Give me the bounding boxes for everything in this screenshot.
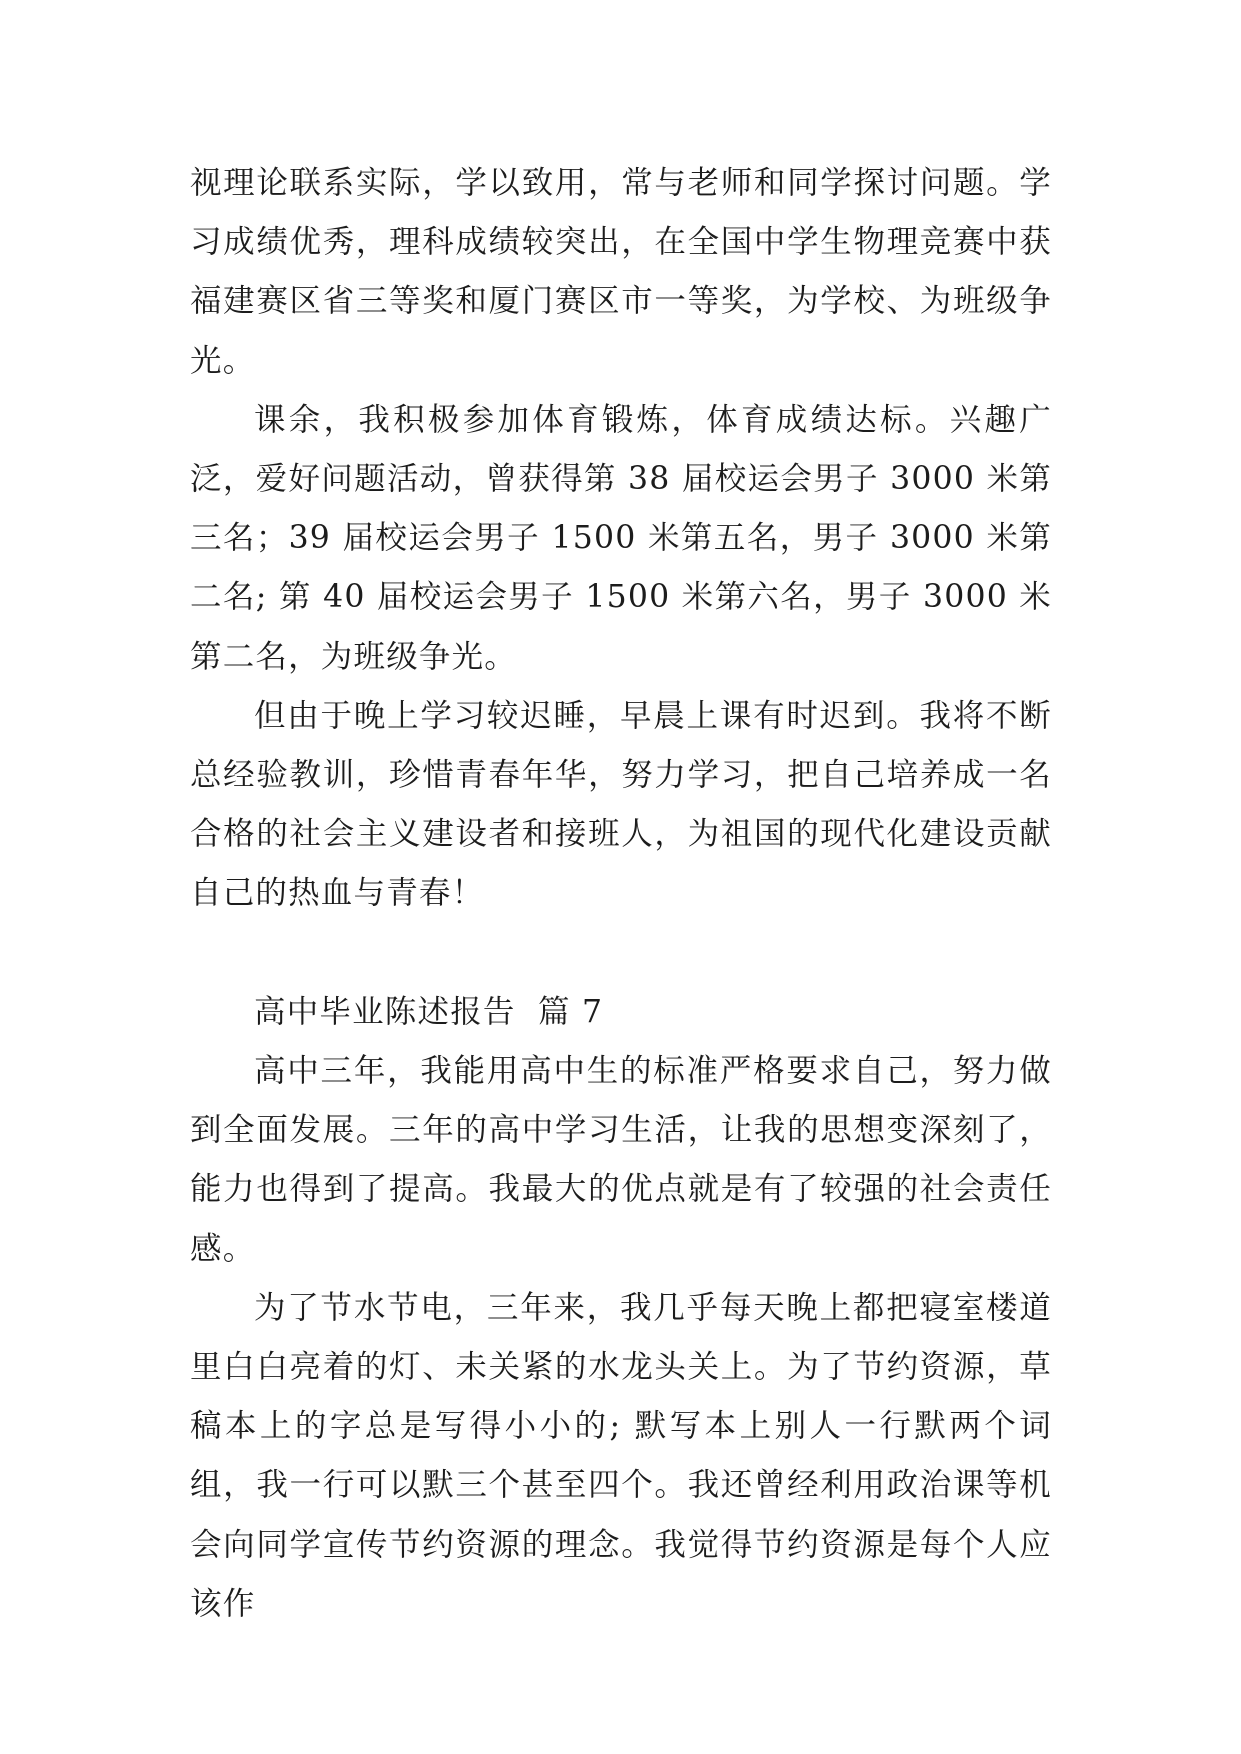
paragraph-sports: 课余，我积极参加体育锻炼，体育成绩达标。兴趣广泛，爱好问题活动，曾获得第 38 届校运会男子 3000 米第三名；39 届校运会男子 1500 米第五名，男子 3000 米第二名; 第 40 届校运会男子 1500 米第六名，男子 3000 米第二名，为班级争光。 (190, 401, 1052, 675)
section-heading: 高中毕业陈述报告 篇 7 (254, 993, 604, 1030)
paragraph-saving-resources: 为了节水节电，三年来，我几乎每天晚上都把寝室楼道里白白亮着的灯、未关紧的水龙头关上。为了节约资源，草稿本上的字总是写得小小的; 默写本上别人一行默两个词组，我一行可以默三个甚至四个。我还曾经利用政治课等机会向同学宣传节约资源的理念。我觉得节约资源是每个人应该作 (190, 1289, 1052, 1622)
document-body (190, 154, 1052, 1634)
paragraph-study: 视理论联系实际，学以致用，常与老师和同学探讨问题。学习成绩优秀，理科成绩较突出，在全国中学生物理竞赛中获福建赛区省三等奖和厦门赛区市一等奖，为学校、为班级争光。 (190, 165, 1052, 379)
section-spacer (190, 924, 1052, 983)
paragraph-overview: 高中三年，我能用高中生的标准严格要求自己，努力做到全面发展。三年的高中学习生活，让我的思想变深刻了，能力也得到了提高。我最大的优点就是有了较强的社会责任感。 (190, 1053, 1052, 1267)
paragraph-shortcoming: 但由于晚上学习较迟睡，早晨上课有时迟到。我将不断总经验教训，珍惜青春年华，努力学习，把自己培养成一名合格的社会主义建设者和接班人，为祖国的现代化建设贡献自己的热血与青春！ (190, 697, 1052, 912)
